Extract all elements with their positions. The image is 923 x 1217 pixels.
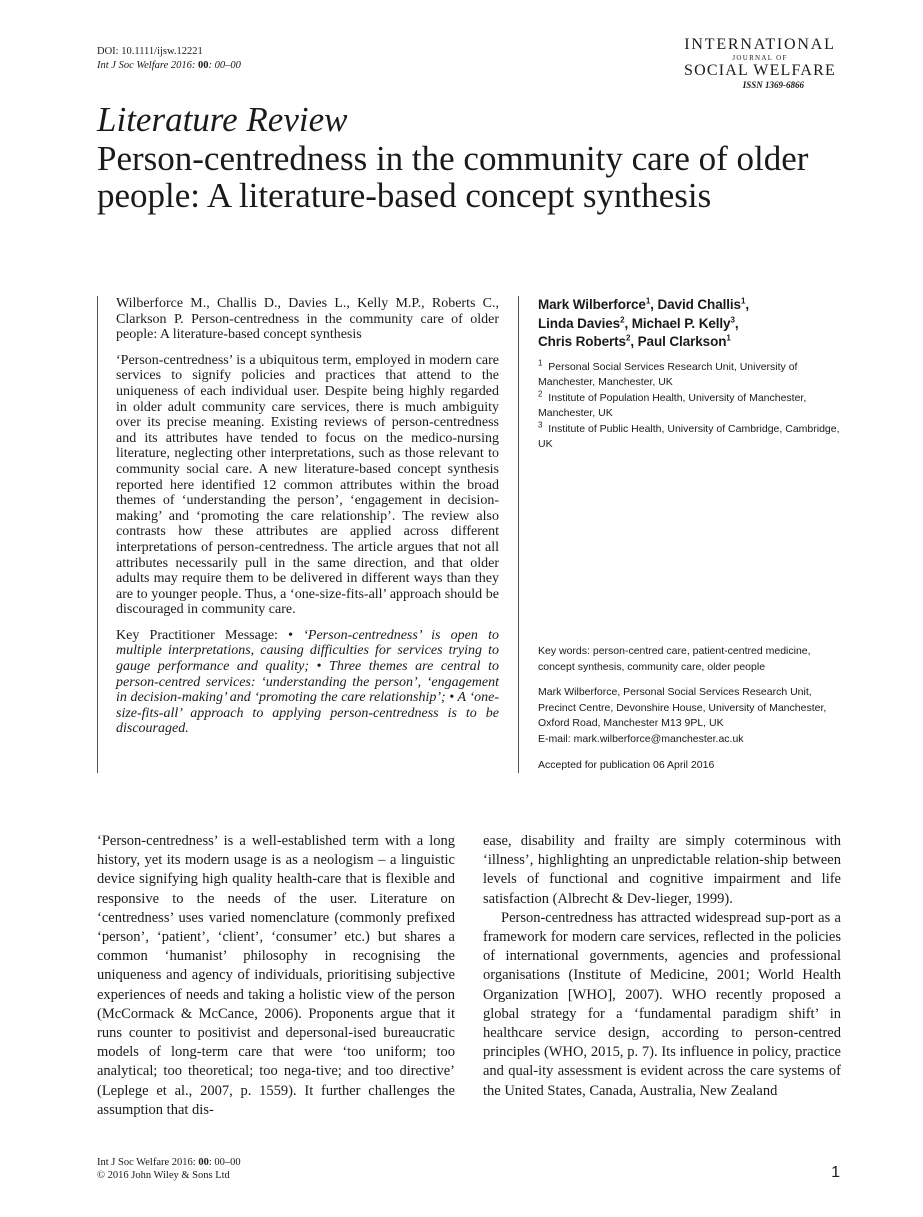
author-block: [538, 296, 843, 453]
keywords: Key words: person-centred care, patient-centred medicine, concept synthesis, community care, older people: [538, 645, 811, 673]
affiliation: $^1$ Personal Social Services Research Unit, University of Manchester, Manchester, UK: [538, 358, 798, 389]
abstract-right-rule: [518, 296, 519, 773]
abstract-summary: ‘Person-centredness’ is a ubiquitous term, employed in modern care services to signify policies and practices that attend to the uniqueness of each individual user. Despite being highly regarded in older adult community care services, there is much ambiguity over its precise meaning. Existing reviews of person-centredness and its attributes have tended to focus on the medico-nursing literature, neglecting other interpretations, such as those relevant to community social care. A new literature-based concept synthesis reported here identified 12 common attributes within the broad themes of ‘understanding the person’, ‘engagement in decision-making’ and ‘promoting the care relationship’. The review also contrasts how these attributes are applied across different interpretations of person-centredness. The article argues that not all attributes necessarily pull in the same direction, and that older adults may require them to be delivered in different ways than they are to younger people. Thus, a ‘one-size-fits-all’ approach should be discouraged in community care.: [116, 352, 499, 618]
affiliation: $^3$ Institute of Public Health, University of Cambridge, Cambridge, UK: [538, 420, 840, 451]
author-name: Michael P. Kelly: [631, 315, 731, 331]
abstract: [116, 296, 499, 747]
body-column-right: [483, 832, 841, 1101]
footer: [97, 1156, 241, 1182]
journal-masthead: [680, 36, 840, 91]
citation-volume: 00: [198, 60, 209, 71]
affiliation: $^2$ Institute of Population Health, University of Manchester, Manchester, UK: [538, 389, 807, 420]
author-sup: 1: [740, 296, 746, 306]
footer-citation: Int J Soc Welfare 2016: 00: 00–00: [97, 1157, 241, 1168]
kpm-label: Key Practitioner Message: •: [116, 627, 294, 643]
journal-name-line1: INTERNATIONAL: [684, 36, 836, 53]
doi-block: [97, 45, 241, 73]
body-paragraph: ‘Person-centredness’ is a well-established term with a long history, yet its modern usage is as a neologism – a linguistic device signifying high quality health-care that is flexible and responsive to the needs of the user. Literature on ‘centredness’ uses varied nomenclature (commonly prefixed ‘person’, ‘patient’, ‘client’, ‘consumer’ etc.) but shares a common ‘humanist’ philosophy in recognising the uniqueness and agency of individuals, prioritising subjective experiences of needs and taking a holistic view of the person (McCormack & McCance, 2006). Proponents argue that it runs counter to positivist and depersonal-ised bureaucratic models of long-term care that were ‘too uniform; too analytical; too theoretical; too nega-tive; and too directive’ (Leplege et al., 2007, p. 1559). It further challenges the assumption that dis-: [97, 833, 455, 1118]
email: E-mail: mark.wilberforce@manchester.ac.uk: [538, 732, 744, 745]
author-name: Paul Clarkson: [637, 334, 727, 349]
author-sup: 2: [620, 315, 625, 324]
author-name: Chris Roberts: [538, 334, 626, 349]
author-sup: 1: [726, 333, 731, 343]
section-label: Literature Review: [97, 100, 348, 139]
journal-name-line3: SOCIAL WELFARE: [683, 62, 837, 79]
body-paragraph: ease, disability and frailty are simply coterminous with ‘illness’, highlighting an unpredictable relation-ship between levels of functional and cognitive impairment and life satisfaction (Albrecht & Dev-lieger, 1999).: [483, 833, 841, 907]
accepted-date: Accepted for publication 06 April 2016: [538, 758, 715, 771]
author-name: Mark Wilberforce: [538, 297, 646, 312]
correspondence-address: Mark Wilberforce, Personal Social Services Research Unit, Precinct Centre, Devonshire House, University of Manchester, Oxford Road, Manchester M13 9PL, UK: [538, 686, 827, 730]
author-sup: 1: [645, 296, 651, 306]
body-column-left: [97, 832, 455, 1120]
citation-line: Int J Soc Welfare 2016: 00: 00–00: [97, 60, 241, 71]
article-meta: [538, 644, 843, 783]
journal-name-line2: JOURNAL OF: [732, 54, 788, 62]
copyright: © 2016 John Wiley & Sons Ltd: [97, 1170, 230, 1181]
key-practitioner-message: [116, 628, 499, 737]
kpm-text: ‘Person-centredness’ is open to multiple interpretations, causing difficulties for services trying to gauge performance and quality; • Three themes are central to person-centred services: ‘understanding the person’, ‘engagement in decision-making’ and ‘promoting the care relationship’; • A ‘one-size-fits-all’ approach to applying person-centredness is to be discouraged.: [116, 627, 499, 737]
author-sup: 3: [730, 315, 735, 324]
issn: ISSN 1369-6866: [742, 80, 804, 90]
citation-pages: : 00–00: [208, 60, 241, 71]
correspondence: [538, 685, 843, 747]
author-name: Linda Davies: [538, 315, 621, 331]
body-paragraph: Person-centredness has attracted widespread sup-port as a framework for modern care services, reflected in the policies of international governments, agencies and professional organisations (Institute of Medicine, 2001; World Health Organization [WHO], 2007). WHO recently proposed a global strategy for a ‘fundamental paradigm shift’ in healthcare service design, according to person-centred principles (WHO, 2015, p. 7). Its influence in policy, practice and qual-ity assessment is evident across the care systems of the United States, Canada, Australia, New Zealand: [483, 909, 841, 1099]
abstract-left-rule: [97, 296, 98, 773]
article-title: Person-centredness in the community care of older people: A literature-based concept synthesis: [97, 139, 809, 215]
author-names: Mark Wilberforce$^1$, David Challis$^1$, Linda Davies$^2$, Michael P. Kelly$^3$, Chris Roberts$^2$, Paul Clarkson$^1$: [538, 296, 749, 349]
doi: DOI: 10.1111/ijsw.12221: [97, 46, 203, 57]
abstract-citation: Wilberforce M., Challis D., Davies L., Kelly M.P., Roberts C., Clarkson P. Person-centredness in the community care of older people: A literature-based concept synthesis: [116, 296, 499, 343]
page-number: 1: [831, 1164, 840, 1181]
citation-journal: Int J Soc Welfare 2016: [97, 60, 192, 71]
affiliations: [538, 360, 843, 454]
author-sup: 2: [625, 333, 631, 343]
author-name: David Challis: [657, 297, 741, 312]
